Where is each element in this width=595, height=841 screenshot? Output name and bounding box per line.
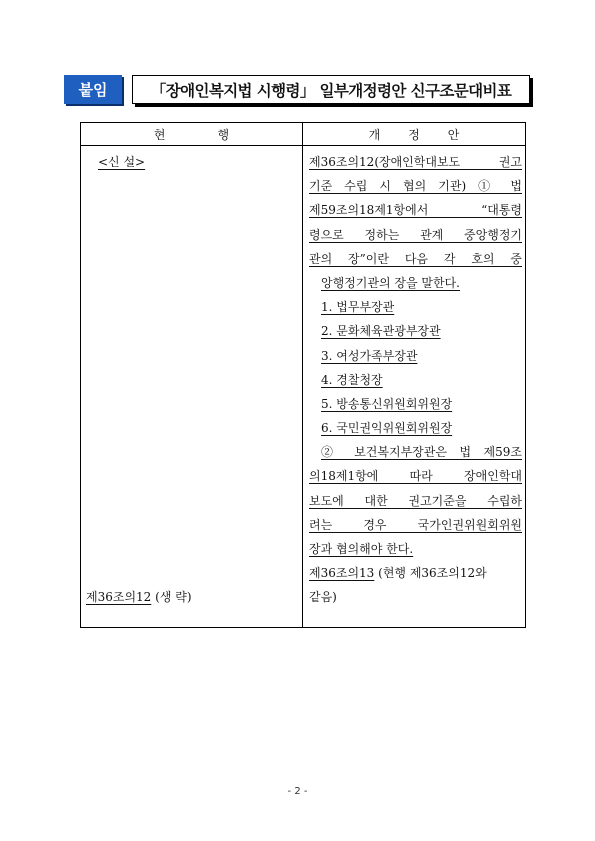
table-header-row xyxy=(81,123,525,146)
paragraph-2-line: ② 보건복지부장관은 법 제59조 xyxy=(321,445,522,460)
comparison-table xyxy=(80,122,526,628)
current-article-12: 제36조의12 (생 략) xyxy=(86,590,192,605)
revised-line: 기준 수립 시 협의 기관) ① 법 xyxy=(309,179,522,194)
revised-line: 령으로 정하는 관계 중앙행정기 xyxy=(309,227,522,242)
current-column xyxy=(86,150,298,609)
revised-line: 관의 장”이란 다음 각 호의 중 xyxy=(309,251,522,266)
paragraph-2-line: 려는 경우 국가인권위원회위원 xyxy=(309,517,522,532)
list-item: 2. 문화체육관광부장관 xyxy=(321,324,441,339)
column-divider xyxy=(302,123,303,627)
revised-column xyxy=(309,150,522,610)
list-item: 6. 국민권익위원회위원장 xyxy=(321,421,453,436)
revised-line: 제36조의12(장애인학대보도 권고 xyxy=(309,155,522,169)
paragraph-2-line: 보도에 대한 권고기준을 수립하 xyxy=(309,493,522,508)
document-title: 「장애인복지법 시행령」 일부개정령안 신구조문대비표 xyxy=(132,75,530,104)
list-item: 1. 법무부장관 xyxy=(321,300,395,315)
list-item: 3. 여성가족부장관 xyxy=(321,348,418,363)
new-provision-mark: <신 설> xyxy=(98,155,146,169)
revised-line: 제59조의18제1항에서 “대통령 xyxy=(309,203,522,218)
list-item: 4. 경찰청장 xyxy=(321,372,383,387)
document-header xyxy=(64,75,532,105)
attachment-badge: 붙임 xyxy=(64,75,122,104)
header-current: 현 행 xyxy=(153,127,230,142)
header-revised: 개 정 안 xyxy=(368,127,460,142)
paragraph-2-line: 의18제1항에 따라 장애인학대 xyxy=(309,469,522,484)
revised-article-13: 제36조의13 (현행 제36조의12와 xyxy=(309,566,487,581)
current-column-blank xyxy=(86,174,298,585)
revised-line: 앙행정기관의 장을 말한다. xyxy=(321,275,460,290)
list-item: 5. 방송통신위원회위원장 xyxy=(321,396,453,411)
paragraph-2-line: 장과 협의해야 한다. xyxy=(309,542,414,556)
revised-article-13-cont: 같음) xyxy=(309,590,337,605)
page-number: - 2 - xyxy=(287,786,308,797)
